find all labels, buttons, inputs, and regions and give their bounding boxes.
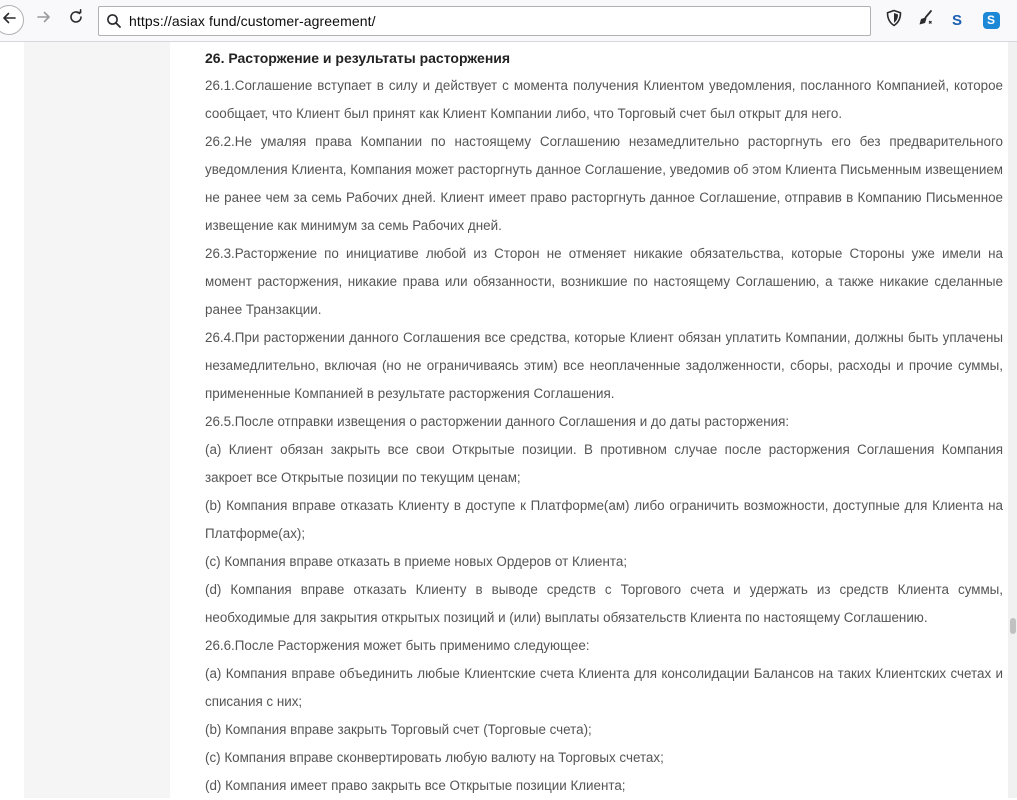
tracking-protection-button[interactable] (883, 9, 905, 31)
section-title: 26. Расторжение и результаты расторжения (205, 50, 511, 66)
extension-s-button[interactable] (946, 9, 968, 31)
list-item-26-6-b: (b) Компания вправе закрыть Торговый счет (Торговые счета); (205, 722, 592, 737)
forward-arrow-icon (36, 9, 52, 30)
paragraph-26-2: 26.2.Не умаляя права Компании по настоящему Соглашению незамедлительно расторгнуть его без предварительного уведомления Клиента, Компания может расторгнуть данное Соглашение, уведомив об этом Клиента Письменным извещением не ранее чем за семь Рабочих дней. Клиент имеет право расторгнуть данное Соглашение, отправив в Компанию Письменное извещение как минимум за семь Рабочих дней. (205, 134, 1003, 233)
list-item-26-5-b: (b) Компания вправе отказать Клиенту в доступе к Платформе(ам) либо ограничить возможности, доступные для Клиента на Платформе(ах); (205, 498, 1003, 541)
url-text[interactable]: https://asiax fund/customer-agreement/ (129, 13, 376, 29)
extension-s-icon: S (951, 11, 962, 29)
extension-skype-icon: S (983, 12, 1000, 29)
reload-icon (68, 9, 84, 30)
paragraph-26-3: 26.3.Расторжение по инициативе любой из Сторон не отменяет никакие обязательства, которые Стороны уже имели на момент расторжения, никакие права или обязанности, возникшие по настоящему Соглашению, а также никакие сделанные ранее Транзакции. (205, 246, 1003, 317)
agreement-section (205, 44, 1003, 800)
paragraph-26-6: 26.6.После Расторжения может быть применимо следующее: (205, 638, 590, 653)
address-bar[interactable] (98, 6, 871, 36)
back-button[interactable] (0, 5, 24, 35)
paragraph-26-1: 26.1.Соглашение вступает в силу и действует с момента получения Клиентом уведомления, посланного Компанией, которое сообщает, что Клиент был принят как Клиент Компании либо, что Торговый счет был открыт для него. (205, 78, 1003, 121)
paragraph-26-5: 26.5.После отправки извещения о расторжении данного Соглашения и до даты расторжения: (205, 414, 790, 429)
search-icon (99, 13, 129, 29)
list-item-26-6-a: (a) Компания вправе объединить любые Клиентские счета Клиента для консолидации Балансов на таких Клиентских счетах и списания с них; (205, 666, 1003, 709)
list-item-26-5-c: (c) Компания вправе отказать в приеме новых Ордеров от Клиента; (205, 554, 628, 569)
extension-skype-button[interactable] (980, 9, 1002, 31)
scrollbar-thumb[interactable] (1010, 618, 1016, 634)
list-item-26-6-c: (c) Компания вправе сконвертировать любую валюту на Торговых счетах; (205, 750, 664, 765)
reload-button[interactable] (62, 5, 90, 33)
back-arrow-icon (1, 10, 17, 31)
shield-icon (885, 9, 903, 32)
vertical-scrollbar[interactable] (1008, 42, 1017, 798)
left-gutter (0, 42, 24, 798)
list-item-26-5-a: (a) Клиент обязан закрыть все свои Открытые позиции. В противном случае после расторжения Соглашения Компания закроет все Открытые позиции по текущим ценам; (205, 442, 1003, 485)
list-item-26-5-d: (d) Компания вправе отказать Клиенту в выводе средств с Торгового счета и удержать из средств Клиента суммы, необходимые для закрытия открытых позиций и (или) выплаты обязательств Клиента по настоящему Соглашению. (205, 582, 1003, 625)
extension-broom-icon (917, 9, 935, 32)
forward-button[interactable] (30, 5, 58, 33)
browser-toolbar (0, 0, 1017, 42)
paragraph-26-4: 26.4.При расторжении данного Соглашения все средства, которые Клиент обязан уплатить Компании, должны быть уплачены незамедлительно, включая (но не ограничиваясь этим) все неоплаченные задолженности, сборы, расходы и прочие суммы, примененные Компанией в результате расторжения Соглашения. (205, 330, 1003, 401)
list-item-26-6-d: (d) Компания имеет право закрыть все Открытые позиции Клиента; (205, 778, 626, 793)
extension-broom-button[interactable] (915, 9, 937, 31)
